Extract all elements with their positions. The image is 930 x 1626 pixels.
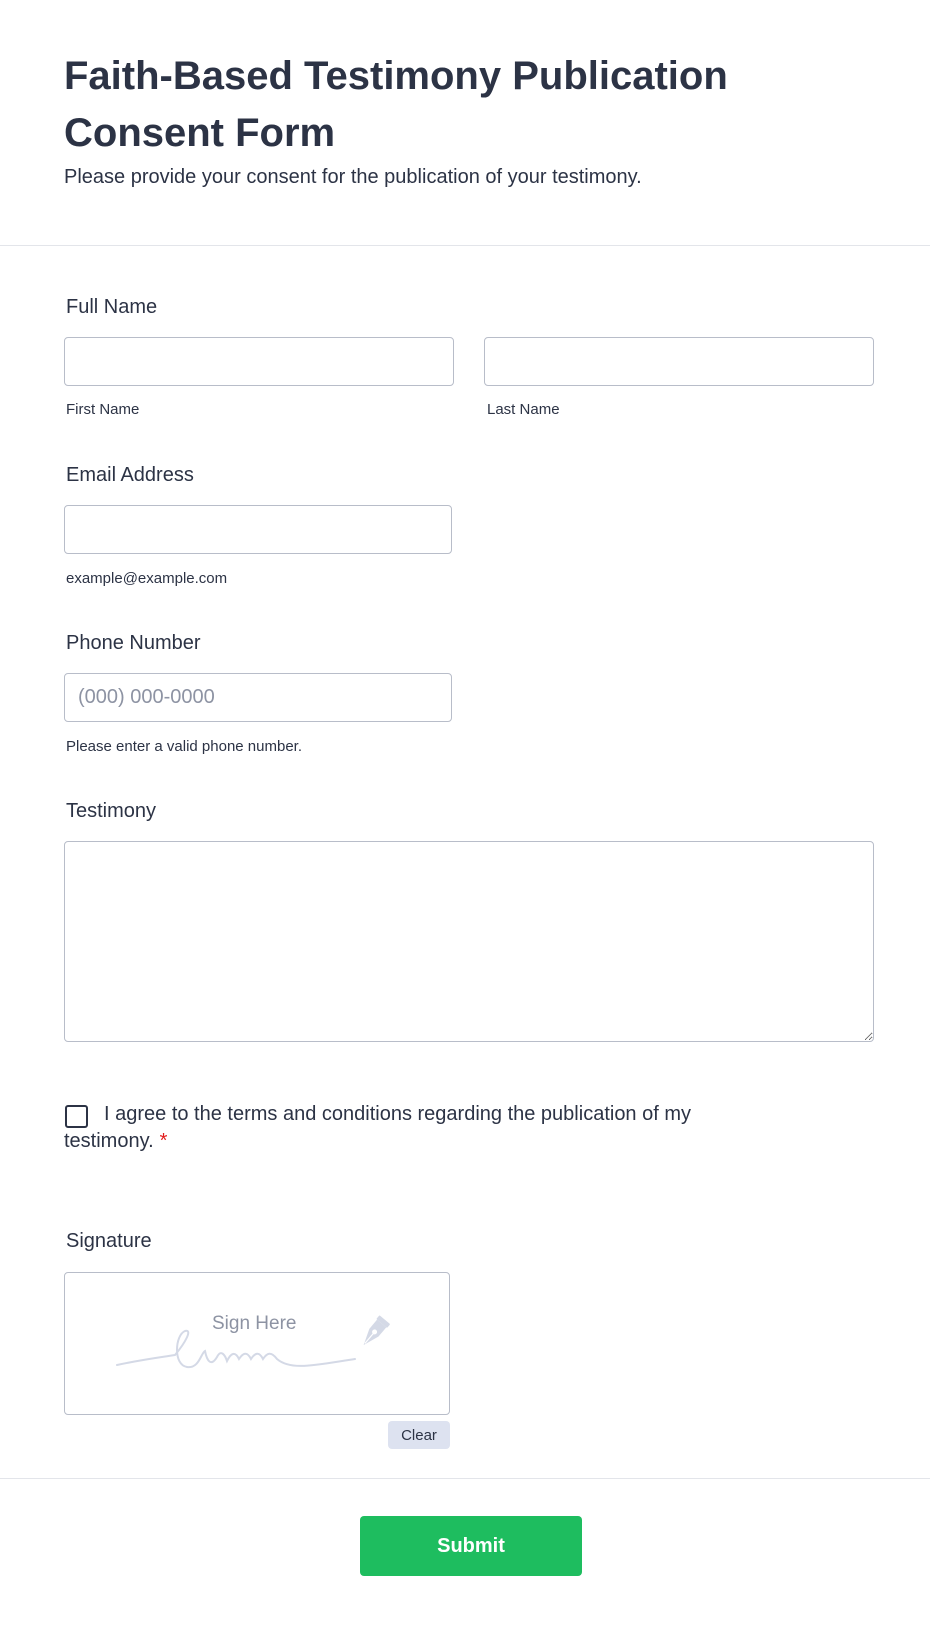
testimony-label: Testimony: [66, 800, 157, 822]
first-name-sublabel: First Name: [66, 401, 140, 418]
email-sublabel: example@example.com: [66, 570, 228, 587]
email-label: Email Address: [66, 464, 194, 486]
submit-button[interactable]: Submit: [360, 1516, 582, 1576]
signature-hint: Sign Here: [212, 1313, 297, 1334]
signature-label: Signature: [66, 1230, 152, 1252]
phone-input[interactable]: [64, 673, 452, 722]
full-name-label: Full Name: [66, 296, 158, 318]
first-name-input[interactable]: [64, 337, 454, 386]
email-input[interactable]: [64, 505, 452, 554]
phone-sublabel: Please enter a valid phone number.: [66, 738, 302, 755]
signature-pad[interactable]: [64, 1272, 450, 1415]
phone-label: Phone Number: [66, 632, 201, 654]
pen-nib-icon: [351, 1314, 393, 1356]
footer-divider: [0, 1478, 930, 1479]
last-name-sublabel: Last Name: [487, 401, 560, 418]
page-subtitle: Please provide your consent for the publication of your testimony.: [64, 166, 642, 188]
form-header: [0, 0, 930, 246]
testimony-textarea[interactable]: [64, 841, 874, 1042]
clear-signature-button[interactable]: Clear: [388, 1421, 450, 1449]
last-name-input[interactable]: [484, 337, 874, 386]
consent-label: [64, 1101, 764, 1155]
page-title: Faith-Based Testimony Publication Consent Form: [64, 54, 728, 155]
required-asterisk: *: [159, 1130, 168, 1152]
consent-text: I agree to the terms and conditions regarding the publication of my testimony.: [64, 1103, 692, 1152]
